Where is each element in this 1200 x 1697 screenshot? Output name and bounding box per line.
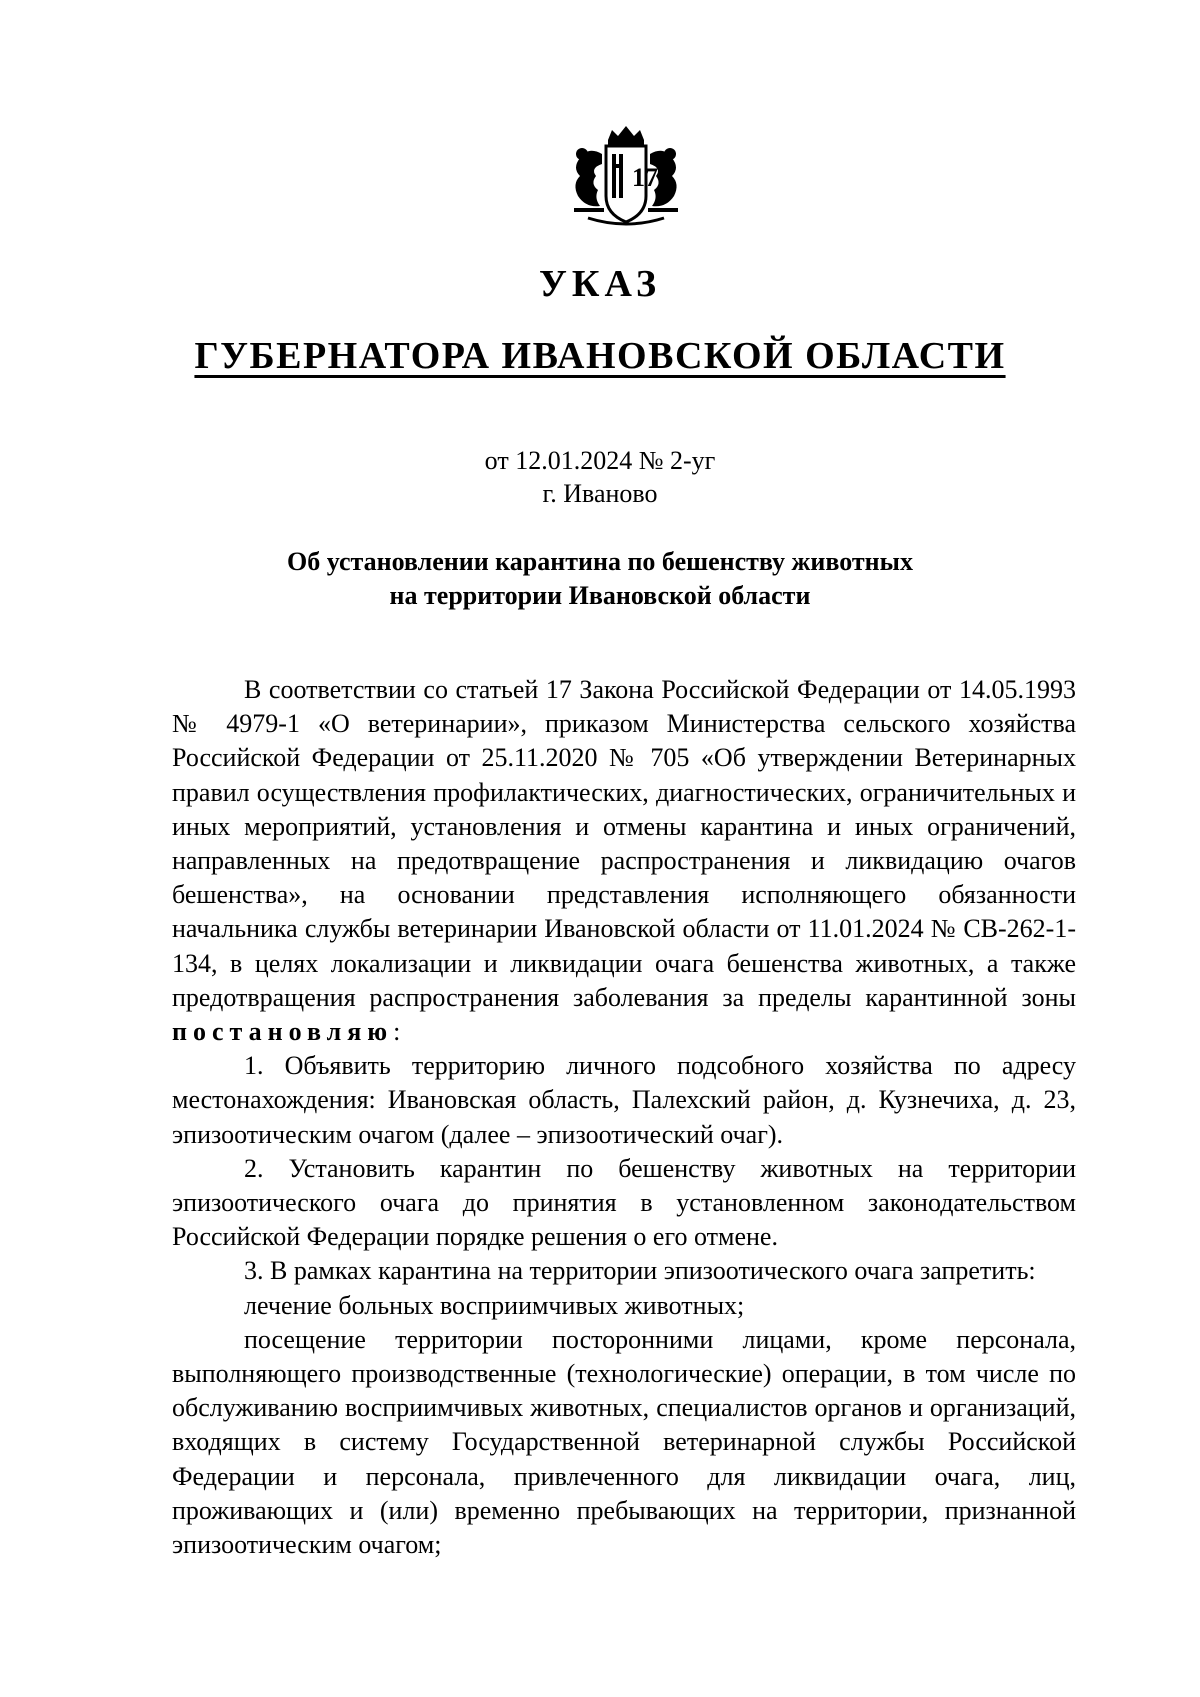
issuer-title-text: ГУБЕРНАТОРА ИВАНОВСКОЙ ОБЛАСТИ	[194, 335, 1006, 377]
item-3-a: лечение больных восприимчивых животных;	[244, 1290, 745, 1320]
decree-body	[172, 673, 1076, 1562]
issuer-title	[0, 334, 1200, 378]
item-2: 2. Установить карантин по бешенству животных на территории эпизоотического очага до принятия в установленном законодательством Российской Федерации порядке решения о его отмене.	[172, 1153, 1076, 1252]
preamble-paragraph	[172, 673, 1076, 1049]
coat-of-arms-icon	[558, 124, 694, 230]
document-type-title: УКАЗ	[539, 263, 661, 305]
item-3-b: посещение территории посторонними лицами, кроме персонала, выполняющего производственные (технологические) операции, в том числе по обслуживанию восприимчивых животных, специалистов органов и организаций, входящих в систему Государственной ветеринарной службы Российской Федерации и персонала, привлеченного для ликвидации очага, лиц, проживающих и (или) временно пребывающих на территории, признанной эпизоотическим очагом;	[172, 1324, 1076, 1560]
emblem-number: 17	[632, 163, 658, 192]
decree-date-number: от 12.01.2024 № 2-уг	[484, 446, 716, 475]
subject-line-2: на территории Ивановской области	[389, 581, 811, 610]
decree-word: постановляю	[172, 1017, 394, 1047]
item-3: 3. В рамках карантина на территории эпизоотического очага запретить:	[244, 1256, 1036, 1286]
decree-subject	[0, 545, 1200, 613]
subject-line-1: Об установлении карантина по бешенству животных	[287, 547, 913, 576]
preamble-end: :	[393, 1017, 401, 1047]
item-1: 1. Объявить территорию личного подсобного хозяйства по адресу местонахождения: Ивановская область, Палехский район, д. Кузнечиха, д. 23, эпизоотическим очагом (далее – эпизоотический очаг).	[172, 1051, 1076, 1149]
decree-city: г. Иваново	[542, 479, 658, 508]
preamble-text: В соответствии со статьей 17 Закона Российской Федерации от 14.05.1993 № 4979-1 «О ветеринарии», приказом Министерства сельского хозяйства Российской Федерации от 25.11.2020 № 705 «Об утверждении Ветеринарных правил осуществления профилактических, диагностических, ограничительных и иных мероприятий, установления и отмены карантина и иных ограничений, направленных на предотвращение распространения и ликвидацию очагов бешенства», на основании представления исполняющего обязанности начальника службы ветеринарии Ивановской области от 11.01.2024 № СВ-262-1-134, в целях локализации и ликвидации очага бешенства животных, а также предотвращения распространения заболевания за пределы карантинной зоны	[172, 675, 1076, 1012]
